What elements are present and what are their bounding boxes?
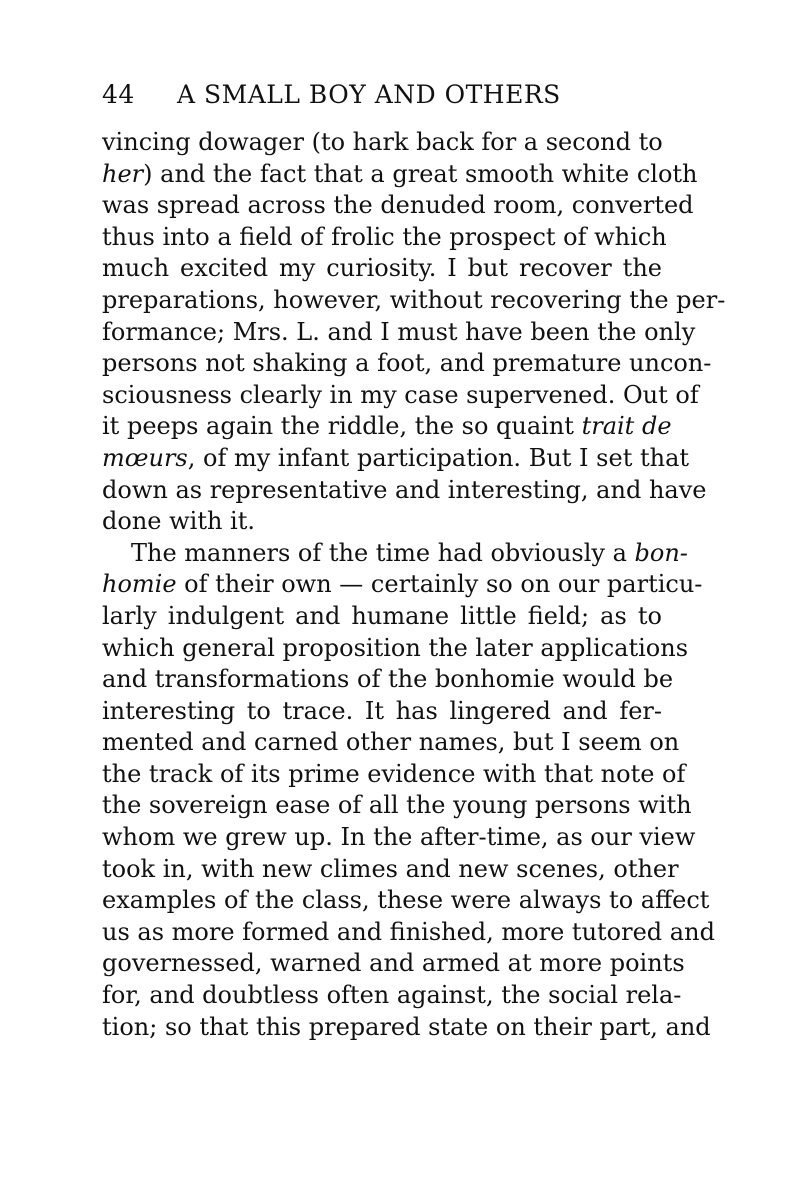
text-line [102, 190, 694, 222]
text-line [102, 380, 699, 412]
body-text [102, 127, 726, 1043]
text-line [102, 601, 662, 633]
text-segment: mented and carned other names, but I seem on [102, 728, 680, 757]
running-title: A SMALL BOY AND OTHERS [177, 80, 561, 109]
text-line [102, 1012, 711, 1044]
italic-text: mœurs [102, 443, 188, 472]
text-segment: preparations, however, without recovering the per- [102, 285, 726, 314]
italic-text: her [102, 159, 144, 188]
text-segment: formance; Mrs. L. and I must have been the only [102, 317, 696, 346]
text-line [102, 475, 707, 507]
text-line [102, 285, 726, 317]
italic-text: homie [102, 570, 177, 599]
text-line [102, 569, 703, 601]
text-segment: much excited my curiosity. I but recover the [102, 254, 662, 283]
text-segment: took in, with new climes and new scenes, other [102, 854, 679, 883]
text-segment: thus into a field of frolic the prospect of which [102, 222, 667, 251]
text-segment: governessed, warned and armed at more points [102, 949, 685, 978]
text-segment: which general proposition the later applications [102, 633, 689, 662]
text-segment: ) and the fact that a great smooth white cloth [143, 159, 698, 188]
text-segment: of their own — certainly so on our particu- [176, 570, 703, 599]
text-line [102, 917, 715, 949]
text-line [102, 538, 688, 570]
text-line [102, 790, 692, 822]
text-line [102, 411, 672, 443]
text-segment: larly indulgent and humane little field; as to [102, 601, 662, 630]
text-segment: us as more formed and finished, more tutored and [102, 917, 715, 946]
text-segment: down as representative and interesting, and have [102, 475, 707, 504]
text-segment: was spread across the denuded room, converted [102, 191, 694, 220]
text-segment: sciousness clearly in my case supervened. Out of [102, 380, 699, 409]
paragraph [102, 127, 726, 538]
text-line [102, 506, 662, 538]
text-line [102, 222, 667, 254]
text-segment: for, and doubtless often against, the social rela- [102, 981, 682, 1010]
text-segment: the track of its prime evidence with that note of [102, 759, 686, 788]
text-segment: vincing dowager (to hark back for a second to [102, 128, 663, 156]
text-segment: interesting to trace. It has lingered and fer- [102, 696, 662, 725]
text-segment: persons not shaking a foot, and premature uncon- [102, 349, 712, 378]
text-segment: it peeps again the riddle, the so quaint [102, 412, 582, 441]
text-segment: examples of the class, these were always to affect [102, 886, 710, 915]
text-line [102, 727, 680, 759]
text-segment: tion; so that this prepared state on their part, and [102, 1012, 711, 1041]
text-segment: and transformations of the bonhomie would be [102, 665, 674, 694]
text-line [102, 822, 696, 854]
text-line [102, 127, 662, 159]
italic-text: bon- [634, 538, 688, 567]
text-line [102, 980, 682, 1012]
text-line [102, 759, 686, 791]
text-segment: whom we grew up. In the after-time, as our view [102, 823, 696, 852]
text-line [102, 253, 662, 285]
text-line [102, 633, 689, 665]
running-header [102, 80, 662, 114]
text-line [102, 696, 662, 728]
text-segment: , of my infant participation. But I set that [187, 443, 690, 472]
text-line [102, 317, 696, 349]
text-line [102, 664, 674, 696]
text-segment: The manners of the time had obviously a [131, 538, 635, 567]
text-line [102, 854, 679, 886]
text-line [102, 348, 712, 380]
italic-text: trait de [581, 412, 672, 441]
text-segment: done with it. [102, 507, 255, 536]
page-number: 44 [102, 80, 135, 109]
text-line [102, 948, 685, 980]
paragraph [102, 538, 715, 1044]
text-line [102, 159, 698, 191]
text-segment: the sovereign ease of all the young persons with [102, 791, 692, 820]
text-line [102, 443, 690, 475]
text-line [102, 885, 710, 917]
